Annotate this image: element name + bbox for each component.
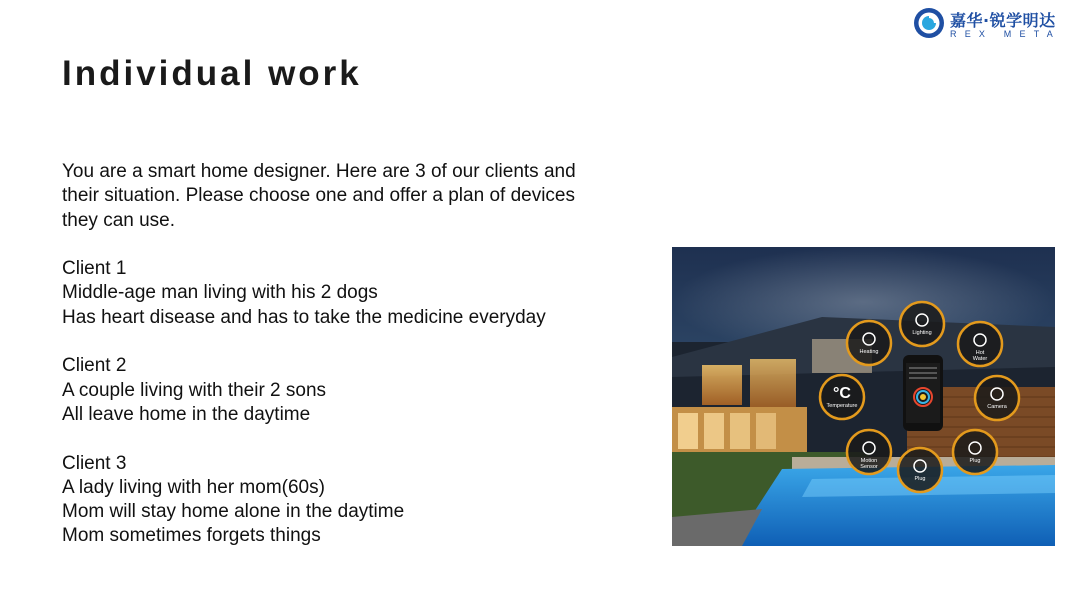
plug-icon	[953, 430, 997, 474]
lighting-icon	[900, 302, 944, 346]
temperature-symbol: °C	[833, 385, 851, 402]
icon-label: Plug	[969, 458, 981, 464]
smart-home-illustration	[672, 247, 1055, 546]
client-1-detail: Has heart disease and has to take the medicine everyday	[62, 306, 546, 328]
intro-line: they can use.	[62, 209, 176, 231]
client-1-detail: Middle-age man living with his 2 dogs	[62, 282, 378, 304]
intro-line: You are a smart home designer. Here are 3 of our clients and	[62, 161, 576, 182]
instructions-body	[62, 160, 652, 549]
client-2-heading: Client 2	[62, 355, 127, 377]
icon-label: Camera	[987, 404, 1007, 410]
page-title: Individual work	[62, 54, 362, 93]
icon-label: Sensor	[860, 464, 878, 470]
client-3-detail: A lady living with her mom(60s)	[62, 476, 325, 498]
temperature-icon	[820, 375, 864, 419]
client-2-detail: All leave home in the daytime	[62, 403, 311, 425]
motion-sensor-icon	[847, 430, 891, 474]
camera-icon	[975, 376, 1019, 420]
icon-label: Heating	[859, 349, 879, 355]
brand-logo	[912, 6, 1072, 42]
logo-chinese-text: 嘉华·锐学明达	[950, 11, 1056, 30]
icon-label: Water	[972, 356, 988, 362]
icon-label: Hot	[975, 350, 985, 356]
icon-label: Plug	[914, 476, 926, 482]
icon-label: Motion	[860, 458, 878, 464]
client-3-detail: Mom sometimes forgets things	[62, 525, 321, 547]
smartphone-icon	[903, 355, 943, 431]
client-3-heading: Client 3	[62, 452, 127, 474]
hot-water-icon	[958, 322, 1002, 366]
client-1-heading: Client 1	[62, 258, 127, 280]
heating-icon	[847, 321, 891, 365]
icon-label: Lighting	[912, 330, 932, 336]
icon-label: Temperature	[826, 403, 858, 409]
plug-icon	[898, 448, 942, 492]
logo-english-text: REX META	[950, 29, 1061, 39]
intro-line: their situation. Please choose one and offer a plan of devices	[62, 185, 575, 207]
client-3-detail: Mom will stay home alone in the daytime	[62, 501, 405, 523]
logo-mark-icon	[912, 6, 946, 40]
client-2-detail: A couple living with their 2 sons	[62, 379, 327, 401]
